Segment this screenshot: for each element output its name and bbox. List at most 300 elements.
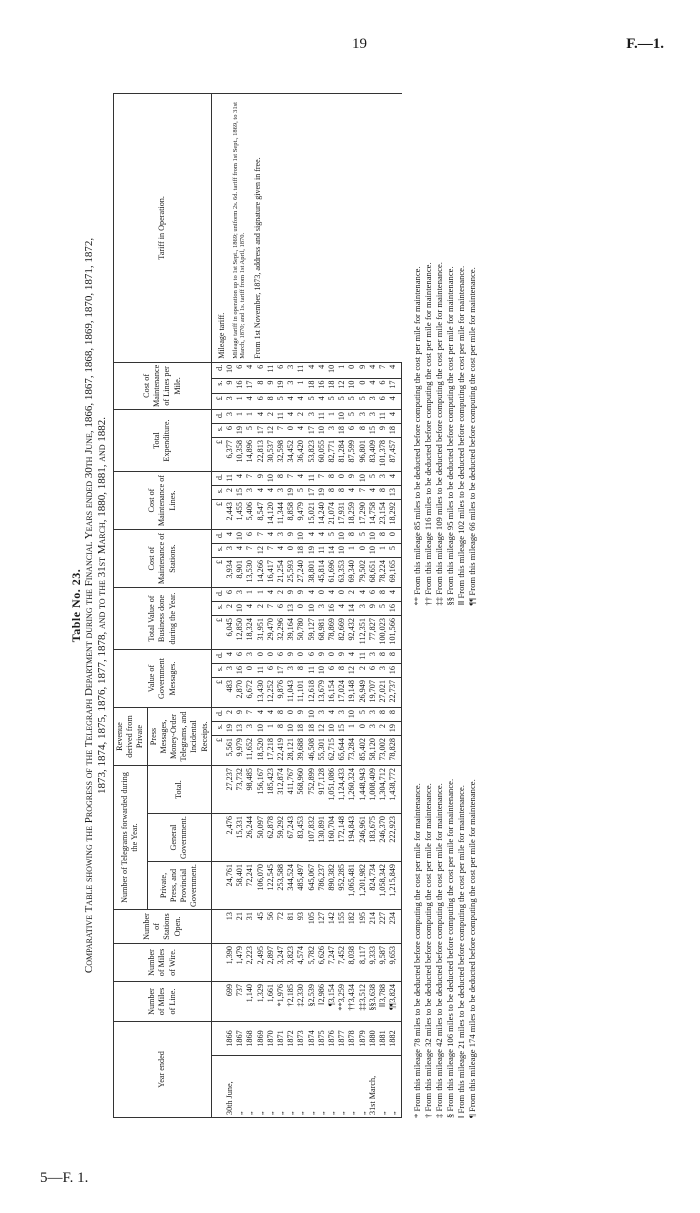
rev-money-cell: 18	[307, 722, 317, 736]
header-tariff: Tariff in Operation.	[114, 94, 212, 363]
exp-money-cell: 2	[296, 410, 306, 424]
year-ended-date: „	[337, 1056, 347, 1118]
stc-money-cell: 7	[245, 544, 255, 558]
gov-money-cell: 3	[225, 664, 235, 678]
stations-cell: 56	[266, 910, 276, 944]
stc-money-cell: 68,651	[368, 558, 378, 588]
pm-money-cell: 4	[245, 394, 255, 410]
exp-money-cell: 7	[276, 424, 286, 438]
lnc-money-cell: 8	[327, 472, 337, 486]
gov-money-cell: 16	[235, 664, 245, 678]
gov-money-cell: 11	[256, 664, 266, 678]
footnote: † From this mileage 32 miles to be deducted before computing the cost per mile for maintenance.	[423, 783, 434, 1118]
lnc-money-cell: 7	[358, 486, 368, 500]
unit-shillings: s.	[211, 664, 225, 678]
bus-money-cell: 4	[388, 588, 402, 602]
lnc-money-cell: 9	[347, 472, 357, 486]
header-telegrams-group: Number of Telegrams forwarded during the Year.	[114, 766, 148, 910]
exp-money-cell: 18	[337, 424, 347, 438]
stc-money-cell: 61,696	[327, 558, 337, 588]
footnote: * From this mileage 78 miles to be deducted before computing the cost per mile for maintenance.	[412, 783, 423, 1118]
tariff-cell	[211, 94, 402, 363]
total-telegrams-cell: 1,051,086	[327, 766, 337, 814]
gov-money-cell: 9	[337, 650, 347, 664]
stc-money-cell: 5	[388, 544, 402, 558]
rev-money-cell: 2	[378, 722, 388, 736]
pm-money-cell: 19	[276, 378, 286, 394]
footnote: ¶ From this mileage 174 miles to be deducted before computing the cost per mile for maintenance.	[467, 779, 478, 1118]
exp-money-cell: 87,599	[347, 438, 357, 472]
private-telegrams-cell: 1,058,342	[378, 862, 388, 910]
exp-money-cell: 1	[245, 410, 255, 424]
pm-money-cell: 9	[225, 378, 235, 394]
gov-money-cell: 0	[256, 650, 266, 664]
gov-money-cell: 3	[368, 650, 378, 664]
stc-money-cell: 1	[378, 544, 388, 558]
general-telegrams-cell: 59,292	[276, 814, 286, 862]
exp-money-cell: 83,409	[368, 438, 378, 472]
lnc-money-cell: 23,154	[378, 500, 388, 530]
rev-money-cell: 8	[276, 722, 286, 736]
year-cell: 1869	[256, 1022, 266, 1056]
stc-money-cell: 38,801	[307, 558, 317, 588]
pm-money-cell: 7	[378, 362, 388, 378]
rev-money-cell: 1	[266, 722, 276, 736]
general-telegrams-cell: 107,832	[307, 814, 317, 862]
header-year-ended: Year ended	[114, 1022, 212, 1118]
rev-money-cell: 4	[327, 708, 337, 722]
pm-money-cell: 4	[286, 394, 296, 410]
bus-money-cell: 10	[235, 602, 245, 616]
bus-money-cell: 10	[307, 602, 317, 616]
stc-money-cell: 10	[337, 530, 347, 544]
miles-wire-cell: 9,587	[378, 944, 388, 982]
stc-money-cell: 10	[368, 530, 378, 544]
general-telegrams-cell: 130,891	[317, 814, 327, 862]
rev-money-cell: 0	[286, 708, 296, 722]
year-ended-date: „	[266, 1056, 276, 1118]
exp-money-cell: 3	[358, 410, 368, 424]
rev-money-cell: 13	[235, 722, 245, 736]
unit-shillings: s.	[211, 424, 225, 438]
rev-money-cell: 12	[317, 722, 327, 736]
year-cell: 1866	[225, 1022, 235, 1056]
units-empty-cell	[211, 862, 225, 910]
lnc-money-cell: 15	[235, 486, 245, 500]
units-empty-cell	[211, 766, 225, 814]
pm-money-cell: 6	[256, 362, 266, 378]
bus-money-cell: 29,470	[266, 616, 276, 650]
year-ended-date: „	[327, 1056, 337, 1118]
miles-line-cell: ‖‖3,788	[378, 982, 388, 1022]
lnc-money-cell: 7	[286, 472, 296, 486]
bus-money-cell: 6	[276, 602, 286, 616]
gov-money-cell: 6	[327, 664, 337, 678]
stc-money-cell: 0	[286, 544, 296, 558]
lnc-money-cell: 21,074	[327, 500, 337, 530]
unit-pound: £	[211, 616, 225, 650]
gov-money-cell: 12,618	[307, 678, 317, 708]
rev-money-cell: 5,561	[225, 736, 235, 766]
gov-money-cell: 2	[358, 664, 368, 678]
private-telegrams-cell: 1,201,982	[358, 862, 368, 910]
gov-money-cell: 11,101	[296, 678, 306, 708]
miles-line-cell: **3,259	[337, 982, 347, 1022]
stc-money-cell: 5	[327, 530, 337, 544]
rev-money-cell: 65,644	[337, 736, 347, 766]
gov-money-cell: 8	[378, 650, 388, 664]
stc-money-cell: 13,530	[245, 558, 255, 588]
gov-money-cell: 13,679	[317, 678, 327, 708]
pm-money-cell: 6	[378, 378, 388, 394]
exp-money-cell: 8	[358, 424, 368, 438]
bus-money-cell: 50,780	[296, 616, 306, 650]
unit-shillings: s.	[211, 722, 225, 736]
stations-cell: 182	[347, 910, 357, 944]
unit-pound: £	[211, 678, 225, 708]
footnote: †† From this mileage 116 miles to be deducted before computing the cost per mile for maintenance.	[423, 262, 434, 606]
rev-money-cell: 3	[317, 708, 327, 722]
stc-money-cell: 16,417	[266, 558, 276, 588]
rev-money-cell: 17,218	[266, 736, 276, 766]
rev-money-cell: 15	[337, 722, 347, 736]
rev-money-cell: 9,979	[235, 736, 245, 766]
bus-money-cell: 2	[276, 588, 286, 602]
exp-money-cell: 11	[317, 410, 327, 424]
bus-money-cell: 4	[307, 588, 317, 602]
miles-wire-cell: 2,897	[266, 944, 276, 982]
rev-money-cell: 85,402	[358, 736, 368, 766]
bus-money-cell: 13	[286, 602, 296, 616]
pm-money-cell: 4	[307, 362, 317, 378]
table-body	[211, 94, 402, 1118]
bus-money-cell: 4	[358, 588, 368, 602]
exp-money-cell: 10	[317, 424, 327, 438]
unit-shillings: s.	[211, 486, 225, 500]
bus-money-cell: 1	[256, 588, 266, 602]
general-telegrams-cell: 172,148	[337, 814, 347, 862]
unit-pence: d.	[211, 588, 225, 602]
stc-money-cell: 10	[368, 544, 378, 558]
gov-money-cell: 3	[245, 650, 255, 664]
gov-money-cell: 12	[347, 664, 357, 678]
bus-money-cell: 3	[358, 602, 368, 616]
exp-money-cell: 87,457	[388, 438, 402, 472]
year-cell: 1880	[368, 1022, 378, 1056]
exp-money-cell: 36,420	[296, 438, 306, 472]
gov-money-cell: 6	[235, 650, 245, 664]
year-ended-date: „	[358, 1056, 368, 1118]
lnc-money-cell: 2,443	[225, 500, 235, 530]
exp-money-cell: 4	[296, 424, 306, 438]
lnc-money-cell: 5,406	[245, 500, 255, 530]
stc-money-cell: 12	[256, 544, 266, 558]
pm-money-cell: 6	[256, 394, 266, 410]
exp-money-cell: 6	[347, 424, 357, 438]
table-subtitle-line-2: 1873, 1874, 1875, 1876, 1877, 1878, and to the 31st March, 1880, 1881, and 1882.	[96, 416, 108, 795]
header-business-value: Total Value of Business done during the Year.	[114, 588, 212, 650]
exp-money-cell: 11	[276, 410, 286, 424]
year-cell: 1873	[296, 1022, 306, 1056]
header-miles-wire: Number of Miles of Wire.	[114, 944, 212, 982]
private-telegrams-cell: 1,065,481	[347, 862, 357, 910]
miles-line-cell: §§3,638	[368, 982, 378, 1022]
exp-money-cell: 0	[286, 424, 296, 438]
pm-money-cell: 0	[347, 362, 357, 378]
gov-money-cell: 26,949	[358, 678, 368, 708]
gov-money-cell: 9,876	[276, 678, 286, 708]
rev-money-cell: 28,121	[286, 736, 296, 766]
bus-money-cell: 59,127	[307, 616, 317, 650]
table-number: Table No. 23.	[69, 568, 83, 643]
stations-cell: 155	[337, 910, 347, 944]
header-government-value: Value of Government Messages.	[114, 650, 212, 708]
lnc-money-cell: 1,455	[235, 500, 245, 530]
exp-money-cell: 60,055	[317, 438, 327, 472]
rev-money-cell: 8	[276, 708, 286, 722]
general-telegrams-cell: 222,923	[388, 814, 402, 862]
rev-money-cell: 73,284	[347, 736, 357, 766]
general-telegrams-cell: 246,370	[378, 814, 388, 862]
lnc-money-cell: 5	[368, 472, 378, 486]
pm-money-cell: 18	[327, 378, 337, 394]
lnc-money-cell: 14,758	[368, 500, 378, 530]
exp-money-cell: 6	[225, 424, 235, 438]
exp-money-cell: 1	[235, 410, 245, 424]
rev-money-cell: 1	[347, 722, 357, 736]
lnc-money-cell: 14,120	[266, 500, 276, 530]
gov-money-cell: 11	[358, 650, 368, 664]
stc-money-cell: 63,353	[337, 558, 347, 588]
miles-line-cell: †2,185	[286, 982, 296, 1022]
stations-cell: 45	[256, 910, 266, 944]
gov-money-cell: 17	[276, 664, 286, 678]
rev-money-cell: 8	[378, 708, 388, 722]
tariff-mileage: Mileage tariff.	[216, 312, 226, 359]
lnc-money-cell: 19	[286, 486, 296, 500]
miles-wire-cell: 5,782	[307, 944, 317, 982]
total-telegrams-cell: 1,008,409	[368, 766, 378, 814]
pm-money-cell: 1	[337, 362, 347, 378]
lnc-money-cell: 7	[317, 472, 327, 486]
year-cell: 1877	[337, 1022, 347, 1056]
lnc-money-cell: 9	[256, 472, 266, 486]
miles-line-cell: ‡‡3,512	[358, 982, 368, 1022]
exp-money-cell: 3	[327, 424, 337, 438]
bus-money-cell: 1	[245, 588, 255, 602]
exp-money-cell: 2	[266, 410, 276, 424]
miles-wire-cell: 2,495	[256, 944, 266, 982]
gov-money-cell: 19,707	[368, 678, 378, 708]
header-general-government: General Government.	[147, 814, 211, 862]
total-telegrams-cell: 73,732	[235, 766, 245, 814]
stc-money-cell: 7	[256, 530, 266, 544]
year-cell: 1870	[266, 1022, 276, 1056]
stc-money-cell: 8	[347, 530, 357, 544]
gov-money-cell: 16	[388, 664, 402, 678]
total-telegrams-cell: 312,874	[276, 766, 286, 814]
total-telegrams-cell: 1,124,433	[337, 766, 347, 814]
miles-wire-cell: 7,452	[337, 944, 347, 982]
exp-money-cell: 18	[388, 424, 402, 438]
units-empty-cell	[211, 1056, 225, 1118]
gov-money-cell: 11	[307, 664, 317, 678]
unit-pound: £	[211, 558, 225, 588]
private-telegrams-cell: 72,241	[245, 862, 255, 910]
unit-shillings: s.	[211, 378, 225, 394]
bus-money-cell: 6	[225, 588, 235, 602]
stations-cell: 214	[368, 910, 378, 944]
stc-money-cell: 4	[225, 530, 235, 544]
bus-money-cell: 9	[286, 588, 296, 602]
pm-money-cell: 4	[388, 394, 402, 410]
exp-money-cell: 4	[388, 410, 402, 424]
footnote: ‡ From this mileage 42 miles to be deducted before computing the cost per mile for maintenance.	[434, 783, 445, 1118]
lnc-money-cell: 8	[337, 486, 347, 500]
lnc-money-cell: 8	[327, 486, 337, 500]
pm-money-cell: 1	[296, 378, 306, 394]
lnc-money-cell: 11	[225, 472, 235, 486]
exp-money-cell: 5	[347, 410, 357, 424]
general-telegrams-cell: 160,704	[327, 814, 337, 862]
gov-money-cell: 0	[266, 650, 276, 664]
rev-money-cell: 10	[347, 708, 357, 722]
stc-money-cell: 4	[235, 544, 245, 558]
pm-money-cell: 4	[317, 362, 327, 378]
pm-money-cell: 0	[358, 378, 368, 394]
stc-money-cell: 27,240	[296, 558, 306, 588]
bus-money-cell: 18,324	[245, 616, 255, 650]
lnc-money-cell: 4	[368, 486, 378, 500]
stc-money-cell: 5	[358, 530, 368, 544]
exp-money-cell: 4	[286, 410, 296, 424]
pm-money-cell: 11	[266, 362, 276, 378]
rev-money-cell: 3	[368, 722, 378, 736]
total-telegrams-cell: 156,167	[256, 766, 266, 814]
exp-money-cell: 81,284	[337, 438, 347, 472]
exp-money-cell: 101,378	[378, 438, 388, 472]
rev-money-cell: 3	[245, 722, 255, 736]
bus-money-cell: 31,951	[256, 616, 266, 650]
bus-money-cell: 78,869	[327, 616, 337, 650]
stc-money-cell: 14	[327, 544, 337, 558]
total-telegrams-cell: 1,448,943	[358, 766, 368, 814]
private-telegrams-cell: 344,524	[286, 862, 296, 910]
rev-money-cell: 4	[256, 708, 266, 722]
pm-money-cell: 4	[296, 394, 306, 410]
gov-money-cell: 22,737	[388, 678, 402, 708]
exp-money-cell: 3	[307, 410, 317, 424]
pm-money-cell: 5	[276, 394, 286, 410]
general-telegrams-cell: 246,961	[358, 814, 368, 862]
header-stations-open: Number of Stations Open.	[114, 910, 212, 944]
year-ended-date: „	[347, 1056, 357, 1118]
unit-pence: d.	[211, 708, 225, 722]
unit-pound: £	[211, 736, 225, 766]
lnc-money-cell: 4	[347, 486, 357, 500]
year-ended-date: „	[296, 1056, 306, 1118]
gov-money-cell: 13,430	[256, 678, 266, 708]
stc-money-cell: 8,901	[235, 558, 245, 588]
bus-money-cell: 0	[317, 588, 327, 602]
stc-money-cell: 8	[378, 530, 388, 544]
miles-line-cell: *1,976	[276, 982, 286, 1022]
lnc-money-cell: 8,858	[286, 500, 296, 530]
bus-money-cell: 12,850	[235, 616, 245, 650]
exp-money-cell: 10,358	[235, 438, 245, 472]
rev-money-cell: 9	[296, 708, 306, 722]
year-ended-date: „	[276, 1056, 286, 1118]
year-cell: 1868	[245, 1022, 255, 1056]
header-total-telegrams: Total.	[147, 766, 211, 814]
units-empty-cell	[211, 814, 225, 862]
miles-line-cell: 737	[235, 982, 245, 1022]
lnc-money-cell: 15,021	[307, 500, 317, 530]
stc-money-cell: 10	[235, 530, 245, 544]
miles-line-cell: 1,140	[245, 982, 255, 1022]
stations-cell: 13	[225, 910, 235, 944]
stc-money-cell: 25,593	[286, 558, 296, 588]
stations-cell: 227	[378, 910, 388, 944]
stc-money-cell: 19	[307, 544, 317, 558]
pm-money-cell: 10	[347, 378, 357, 394]
lnc-money-cell: 11	[307, 472, 317, 486]
year-ended-date: „	[235, 1056, 245, 1118]
footnote: ¶¶ From this mileage 66 miles to be deducted before computing the cost per mile for maintenance.	[467, 267, 478, 606]
private-telegrams-cell: 890,382	[327, 862, 337, 910]
footnote: ‡‡ From this mileage 109 miles to be deducted before computing the cost per mile for maintenance.	[434, 262, 445, 606]
pm-money-cell: 4	[245, 362, 255, 378]
stc-money-cell: 0	[358, 544, 368, 558]
total-telegrams-cell: 1,304,712	[378, 766, 388, 814]
lnc-money-cell: 3	[276, 486, 286, 500]
miles-line-cell: ‖2,986	[317, 982, 327, 1022]
rev-money-cell: 19	[388, 722, 402, 736]
rev-money-cell: 55,301	[317, 736, 327, 766]
gov-money-cell: 8	[337, 664, 347, 678]
stations-cell: 93	[296, 910, 306, 944]
private-telegrams-cell: 58,401	[235, 862, 245, 910]
bus-money-cell: 68,981	[317, 616, 327, 650]
year-ended-date: 31st March,	[368, 1056, 378, 1118]
miles-wire-cell: 1,390	[225, 944, 235, 982]
year-cell: 1879	[358, 1022, 368, 1056]
lnc-money-cell: 17	[307, 486, 317, 500]
footer-reference: 5—F. 1.	[40, 1170, 89, 1186]
miles-line-cell: ¶¶3,824	[388, 982, 402, 1022]
miles-wire-cell: 9,653	[388, 944, 402, 982]
exp-money-cell: 6,377	[225, 438, 235, 472]
header-total-expenditure: Total Expenditure.	[114, 410, 212, 472]
lnc-money-cell: 4	[266, 486, 276, 500]
gov-money-cell: 6,672	[245, 678, 255, 708]
rev-money-cell: 78,828	[388, 736, 402, 766]
page-reference: F.—1.	[626, 36, 664, 52]
pm-money-cell: 5	[337, 394, 347, 410]
lnc-money-cell: 10	[266, 472, 276, 486]
units-row	[211, 94, 225, 1118]
stations-cell: 31	[245, 910, 255, 944]
bus-money-cell: 3	[317, 602, 327, 616]
pm-money-cell: 9	[358, 362, 368, 378]
rev-money-cell: 58,120	[368, 736, 378, 766]
pm-money-cell: 8	[266, 394, 276, 410]
gov-money-cell: 4	[347, 650, 357, 664]
miles-wire-cell: 3,247	[276, 944, 286, 982]
pm-money-cell: 10	[327, 362, 337, 378]
bus-money-cell: 4	[245, 602, 255, 616]
unit-pence: d.	[211, 530, 225, 544]
